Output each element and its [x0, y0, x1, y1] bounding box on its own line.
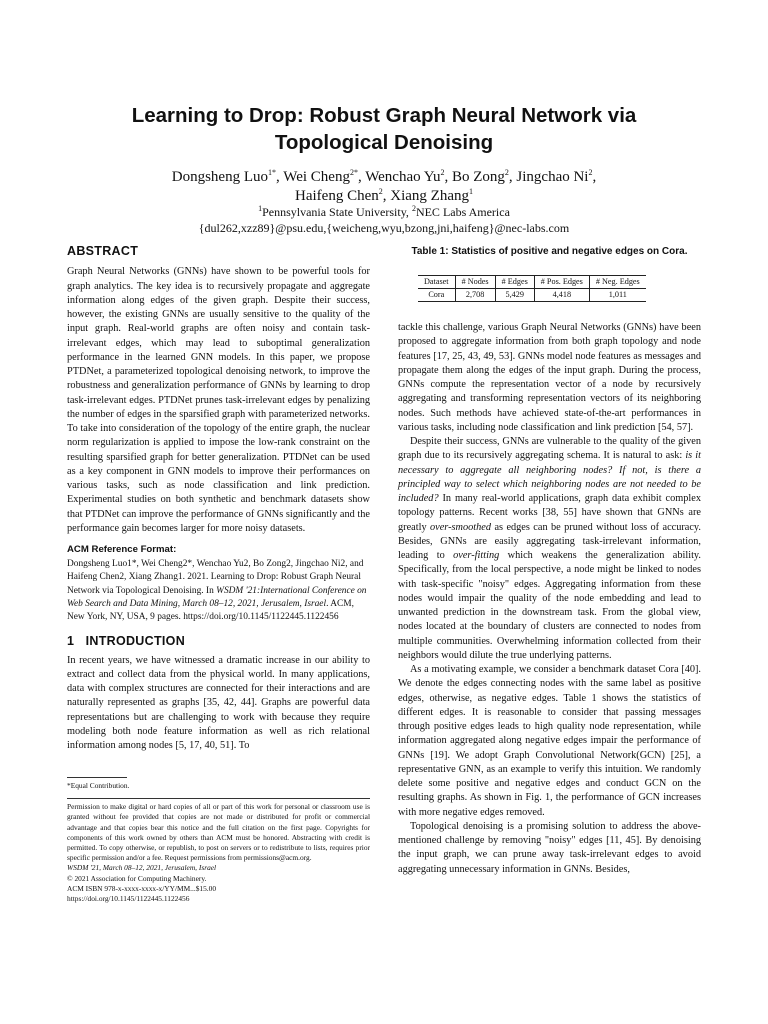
reference-format-heading: ACM Reference Format:	[67, 544, 177, 555]
author-list: Dongsheng Luo$^{1*}$, Wei Cheng$^{2*}$, Wenchao Yu$^2$, Bo Zong$^2$, Jingchao Ni$^2$, Haifeng Chen$^2$, Xiang Zhang$^1$	[171, 168, 597, 204]
table-cell: 5,429	[495, 289, 534, 302]
section-heading-introduction: 1 INTRODUCTION	[67, 634, 186, 649]
footnotes	[67, 781, 370, 904]
copyright-note: © 2021 Association for Computing Machinery.	[67, 873, 207, 883]
left-column	[67, 244, 370, 753]
equal-contribution-note: *Equal Contribution.	[67, 781, 130, 790]
table-header-cell: Dataset	[424, 277, 449, 286]
body-paragraph: As a motivating example, we consider a benchmark dataset Cora [40]. We denote the edges connecting nodes with the same label as positive edges, otherwise, as negative edges. Table 1 shows the statistics of different edges. It is reasonable to consider that passing messages through positive edges leads to high quality node representation, while information aggregated along negative edges impair the performance of GNNs [19]. We adopt Graph Convolutional Network(GCN) [25], a representative GNN, as an example to verify this intuition. We randomly delete some positive and negative edges and conduct GCN on the resulting graphs. As shown in Fig. 1, the performance of GCN increases with more negative edges removed.	[398, 664, 701, 818]
table-header-row	[418, 276, 646, 289]
permission-notice: Permission to make digital or hard copies of all or part of this work for personal or classroom use is granted without fee provided that copies are not made or distributed for profit or commercial advantage and that copies bear this notice and the full citation on the first page. Copyrights for components of this work owned by others than ACM must be honored. Abstracting with credit is permitted. To copy otherwise, or republish, to post on servers or to redistribute to lists, requires prior specific permission and/or a fee. Request permissions from permissions@acm.org.	[67, 802, 370, 863]
author: Wenchao Yu$^2$	[365, 168, 445, 185]
abstract-text: Graph Neural Networks (GNNs) have shown to be powerful tools for graph analytics. The key idea is to recursively propagate and aggregate information along edges of the given graph. Despite their success, however, the existing GNNs are usually sensitive to the quality of the input graph. Real-world graphs are often noisy and contain task-irrelevant edges, which may lead to suboptimal generalization performance in the learned GNN models. In this paper, we propose PTDNet, a parameterized topological denoising network, to improve the robustness and generalization performance of GNNs by learning to drop task-irrelevant edges. PTDNet prunes task-irrelevant edges by penalizing the number of edges in the sparsified graph with parameterized networks. To take into consideration of the topology of the entire graph, the nuclear norm regularization is applied to impose the low-rank constraint on the resulting sparsified graph for better generalization. PTDNet can be used as a key component in GNN models to improve their performances on various tasks, such as node classification and link prediction. Experimental studies on both synthetic and benchmark datasets show that PTDNet can improve the performance of GNNs significantly and the performance gain becomes larger for more noisy datasets.	[67, 266, 370, 534]
doi-note: https://doi.org/10.1145/1122445.1122456	[67, 894, 190, 904]
table-cell: 1,011	[589, 289, 645, 302]
author: Haifeng Chen$^2$	[295, 187, 383, 204]
statistics-table	[418, 275, 646, 302]
intro-paragraph: In recent years, we have witnessed a dramatic increase in our ability to extract and collect data from the physical world. In many applications, data with complex structures are connected for their interactions and are naturally represented as graphs [35, 42, 44]. Graphs are powerful data representations but are challenging to work with because they require modeling both node feature information as well as rich relational information among nodes [5, 17, 40, 51]. To	[67, 654, 370, 752]
reference-citation: Dongsheng Luo1*, Wei Cheng2*, Wenchao Yu2, Bo Zong2, Jingchao Ni2, and Haifeng Chen2, Xiang Zhang1. 2021. Learning to Drop: Robust Graph Neural Network via Topological Denoising. In WSDM '21:International Conference on Web Search and Data Mining, March 08–12, 2021, Jerusalem, Israel. ACM, New York, NY, USA, 9 pages. https://doi.org/10.1145/1122445.1122456	[67, 559, 367, 623]
author-emails: {dul262,xzz89}@psu.edu,{weicheng,wyu,bzong,jni,haifeng}@nec-labs.com	[198, 220, 570, 235]
table-caption: Table 1: Statistics of positive and negative edges on Cora.	[411, 246, 688, 257]
table-header-cell: # Nodes	[455, 276, 495, 289]
body-paragraph: Topological denoising is a promising solution to address the above-mentioned challenge by removing "noisy" edges [11, 45]. By denoising the input graph, we can prune away task-irrelevant edges to avoid aggregating unnecessary information in GNNs. Besides,	[398, 820, 701, 875]
table-header-cell: # Edges	[495, 276, 534, 289]
table-cell: 4,418	[534, 289, 589, 302]
title-line-1: Learning to Drop: Robust Graph Neural Network via	[131, 104, 637, 127]
body-paragraph: Despite their success, GNNs are vulnerable to the quality of the given graph due to its recursively aggregating schema. It is natural to ask: is it necessary to aggregate all neighboring nodes? If not, is there a principled way to select which neighboring nodes are not needed to be included? In many real-world applications, graph data exhibit complex topology patterns. Recent works [38, 55] have shown that GNNs are greatly over-smoothed as edges can be pruned without loss of accuracy. Besides, GNNs are easily aggregating task-irrelevant information, leading to over-fitting which weakens the generalization ability. Specifically, from the local perspective, a node might be linked to nodes with task-specific "noisy" edges. Aggregating information from these nodes would impair the quality of the node embedding and lead to unwanted prediction in the downstream task. From the global view, nodes located at the boundary of clusters are connected to nodes from multiple communities. Overwhelming information collected from their neighbors would dilute the true underlying patterns.	[398, 436, 701, 661]
conference-note: WSDM '21, March 08–12, 2021, Jerusalem, Israel	[67, 863, 217, 873]
author: Wei Cheng$^{2*}$	[283, 168, 358, 185]
body-paragraph: tackle this challenge, various Graph Neural Networks (GNNs) have been proposed to aggregate information from both graph topology and node features [17, 25, 43, 49, 53]. GNNs model node features as messages and propagate them along the edges of the input graph. During the process, GNNs compute the representation vector of a node by recursively aggregating and transforming representation vectors of its neighboring nodes. Such methods have achieved state-of-the-art performances in various tasks, including node classification and link prediction [54, 57].	[398, 322, 701, 433]
table-header-cell: # Pos. Edges	[534, 276, 589, 289]
acm-reference-format	[67, 543, 370, 624]
isbn-note: ACM ISBN 978-x-xxxx-xxxx-x/YY/MM...$15.00	[67, 883, 217, 893]
table-cell: 2,708	[455, 289, 495, 302]
affiliations	[60, 205, 708, 236]
author: Bo Zong$^2$	[451, 168, 509, 185]
table-row	[418, 289, 646, 302]
author: Xiang Zhang$^1$	[390, 187, 473, 204]
paper-title	[40, 102, 728, 156]
author: Jingchao Ni$^2$	[516, 168, 593, 185]
table-header-cell: # Neg. Edges	[589, 276, 645, 289]
author: Dongsheng Luo$^{1*}$	[171, 168, 277, 185]
abstract-heading: ABSTRACT	[67, 244, 139, 258]
right-column	[398, 321, 701, 877]
affiliation-line: $^1$Pennsylvania State University, $^2$NEC Labs America	[258, 204, 510, 219]
title-line-2: Topological Denoising	[274, 131, 494, 154]
footnote-rule	[67, 777, 127, 778]
footnote-divider	[67, 798, 370, 799]
table-cell: Cora	[428, 290, 445, 299]
